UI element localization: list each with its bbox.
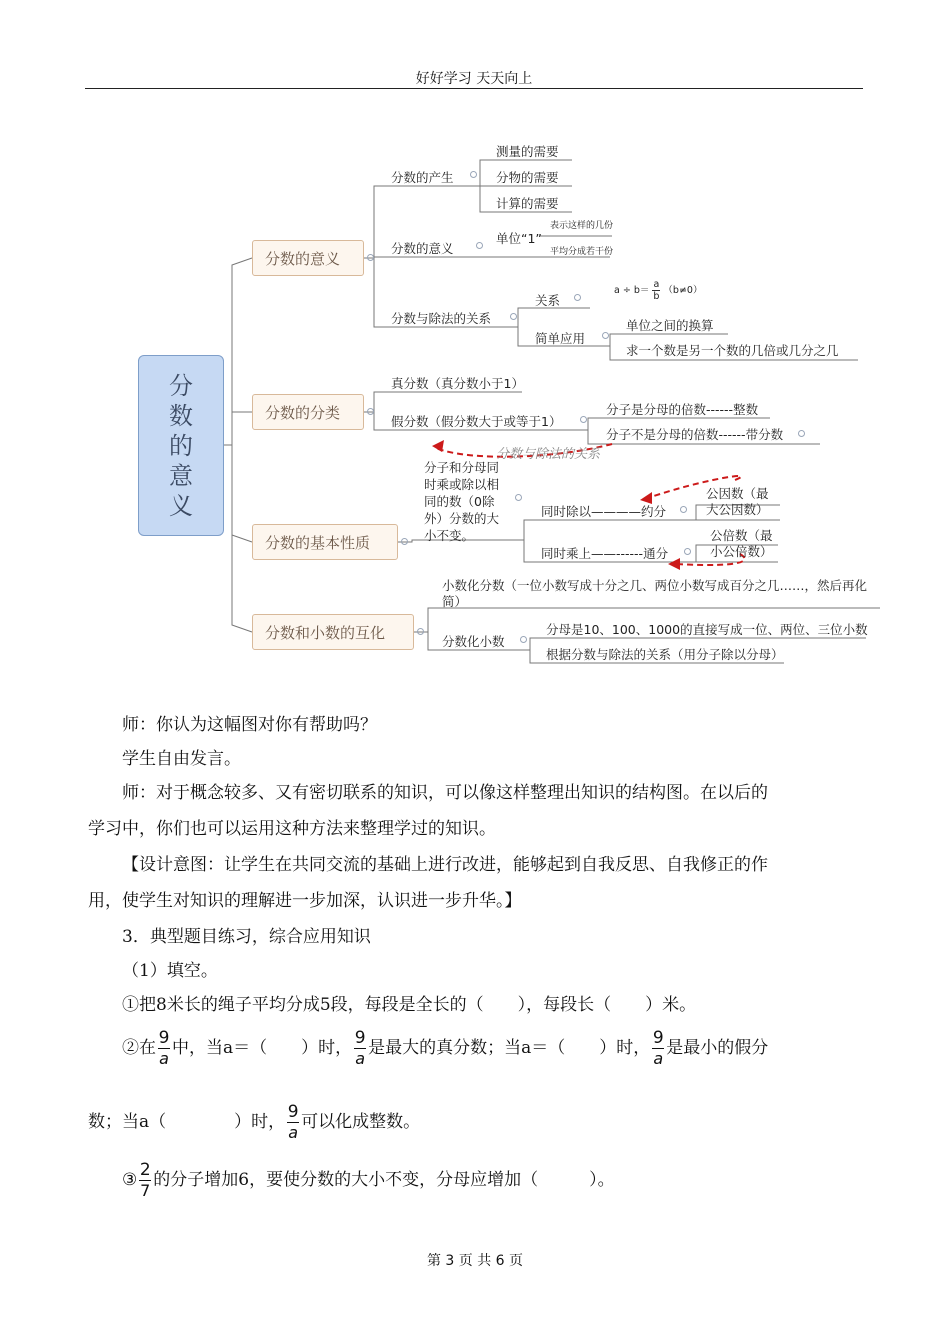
collapse-toggle[interactable]	[510, 313, 517, 320]
node-unit-convert: 单位之间的换算	[626, 318, 714, 333]
formula-right: （b≠0）	[663, 285, 703, 296]
node-common-denominator: 同时乘上——------通分	[541, 546, 669, 561]
collapse-toggle[interactable]	[602, 332, 609, 339]
node-property-desc	[424, 459, 499, 544]
formula-fraction	[652, 279, 660, 302]
collapse-toggle[interactable]	[470, 171, 477, 178]
node-unit-one: 单位“1”	[496, 231, 542, 246]
node-fraction-to-decimal: 分数化小数	[442, 634, 505, 649]
collapse-toggle[interactable]	[574, 294, 581, 301]
numerator: 9	[287, 1102, 299, 1122]
collapse-toggle[interactable]	[367, 254, 374, 261]
question-3	[122, 1156, 898, 1204]
note-line: 大公因数）	[706, 502, 769, 517]
q2-text: 是最大的真分数；当a＝（ ）时，	[368, 1038, 651, 1058]
denominator: a	[288, 1123, 299, 1142]
mind-map-root	[138, 355, 224, 536]
node-proper-fraction: 真分数（真分数小于1）	[391, 376, 524, 391]
node-divide-relation: 根据分数与除法的关系（用分子除以分母）	[546, 647, 784, 662]
note-line: 公倍数（最	[710, 528, 773, 543]
label-line: 小数化分数（一位小数写成十分之几、两位小数写成百分之几……，然后再化	[442, 578, 868, 593]
desc-line: 同的数（0除	[424, 494, 495, 509]
paragraph: 师：你认为这幅图对你有帮助吗？	[122, 715, 377, 735]
node-power-of-ten: 分母是10、100、1000的直接写成一位、两位、三位小数	[546, 622, 868, 637]
fraction-9-over-a	[287, 1102, 299, 1143]
collapse-toggle[interactable]	[515, 494, 522, 501]
collapse-toggle[interactable]	[417, 628, 424, 635]
paragraph: 学生自由发言。	[122, 749, 241, 769]
node-mixed-number: 分子不是分母的倍数------带分数	[606, 427, 784, 442]
branch-basic-property: 分数的基本性质	[252, 524, 398, 560]
page-header: 好好学习 天天向上	[415, 71, 533, 87]
formula-denominator: b	[653, 291, 660, 302]
q2-text: ②在	[122, 1038, 156, 1058]
paragraph: 师：对于概念较多、又有密切联系的知识，可以像这样整理出知识的结构图。在以后的	[122, 783, 768, 803]
root-char: 分	[169, 371, 193, 400]
node-ratio: 求一个数是另一个数的几倍或几分之几	[626, 343, 839, 358]
numerator: 9	[158, 1028, 170, 1048]
collapse-toggle[interactable]	[520, 636, 527, 643]
node-compute: 计算的需要	[496, 196, 559, 211]
page-footer: 第 3 页 共 6 页	[426, 1253, 524, 1269]
node-unit-top: 表示这样的几份	[550, 221, 614, 231]
q2-text: 中，当a＝（ ）时，	[172, 1038, 353, 1058]
formula-numerator: a	[653, 279, 660, 290]
node-decimal-to-fraction	[442, 578, 867, 610]
node-relation: 关系	[535, 293, 561, 308]
collapse-toggle[interactable]	[367, 408, 374, 415]
root-char: 数	[169, 401, 193, 430]
numerator: 9	[354, 1028, 366, 1048]
paragraph: （1）填空。	[122, 961, 218, 981]
denominator: a	[159, 1049, 169, 1068]
q2-text: 可以化成整数。	[301, 1112, 421, 1132]
node-origin: 分数的产生	[391, 170, 454, 185]
node-simple-apply: 简单应用	[535, 331, 586, 346]
denominator: a	[653, 1049, 664, 1068]
numerator: 9	[652, 1028, 664, 1048]
node-improper-fraction: 假分数（假分数大于或等于1）	[391, 414, 562, 429]
paragraph: 【设计意图：让学生在共同交流的基础上进行改进，能够起到自我反思、自我修正的作	[122, 855, 768, 875]
desc-line: 外）分数的大	[424, 511, 500, 526]
collapse-toggle[interactable]	[684, 548, 691, 555]
node-measure: 测量的需要	[496, 144, 559, 159]
root-char: 的	[169, 431, 193, 460]
collapse-toggle[interactable]	[401, 538, 408, 545]
node-divide-objects: 分物的需要	[496, 170, 559, 185]
root-char: 义	[169, 491, 193, 520]
paragraph: 用，使学生对知识的理解进一步加深，认识进一步升华。】	[88, 891, 522, 911]
branch-classification: 分数的分类	[252, 394, 364, 430]
label-line: 简）	[442, 594, 468, 609]
formula-left: a ÷ b＝	[614, 285, 650, 296]
branch-conversion: 分数和小数的互化	[252, 614, 414, 650]
paragraph: 3．典型题目练习，综合应用知识	[122, 927, 371, 947]
desc-line: 时乘或除以相	[424, 477, 500, 492]
q3-prefix: ③	[122, 1170, 138, 1190]
note-line: 公因数（最	[706, 486, 769, 501]
paragraph: 学习中，你们也可以运用这种方法来整理学过的知识。	[88, 819, 496, 839]
note-line: 小公倍数）	[710, 544, 773, 559]
numerator: 2	[139, 1160, 151, 1180]
fraction-2-over-7	[139, 1160, 151, 1201]
fraction-9-over-a	[354, 1028, 366, 1069]
node-integer: 分子是分母的倍数------整数	[606, 402, 759, 417]
fraction-9-over-a	[652, 1028, 664, 1069]
collapse-toggle[interactable]	[580, 416, 587, 423]
node-meaning: 分数的意义	[391, 241, 454, 256]
node-unit-bottom: 平均分成若干份	[550, 247, 614, 257]
root-char: 意	[169, 461, 193, 490]
q3-text: 的分子增加6，要使分数的大小不变，分母应增加（ ）。	[153, 1170, 615, 1190]
denominator: a	[355, 1049, 366, 1068]
node-gcd	[706, 486, 769, 518]
q2-text: 数；当a（ ）时，	[88, 1112, 286, 1132]
desc-line: 分子和分母同	[424, 460, 500, 475]
denominator: 7	[140, 1181, 151, 1200]
question-2	[122, 1024, 898, 1072]
q2-text: 是最小的假分	[666, 1038, 769, 1058]
collapse-toggle[interactable]	[798, 430, 805, 437]
formula	[614, 279, 702, 302]
annotation-division-relation: 分数与除法的关系	[496, 447, 601, 462]
node-division-relation: 分数与除法的关系	[391, 311, 492, 326]
question-1: ①把8米长的绳子平均分成5段，每段是全长的（ ），每段长（ ）米。	[122, 995, 697, 1015]
question-2-cont	[88, 1098, 864, 1146]
node-reduce: 同时除以————约分	[541, 504, 667, 519]
collapse-toggle[interactable]	[680, 506, 687, 513]
fraction-9-over-a	[158, 1028, 170, 1069]
branch-meaning: 分数的意义	[252, 240, 364, 276]
collapse-toggle[interactable]	[476, 242, 483, 249]
node-lcm	[710, 528, 773, 560]
desc-line: 小不变。	[424, 528, 475, 543]
